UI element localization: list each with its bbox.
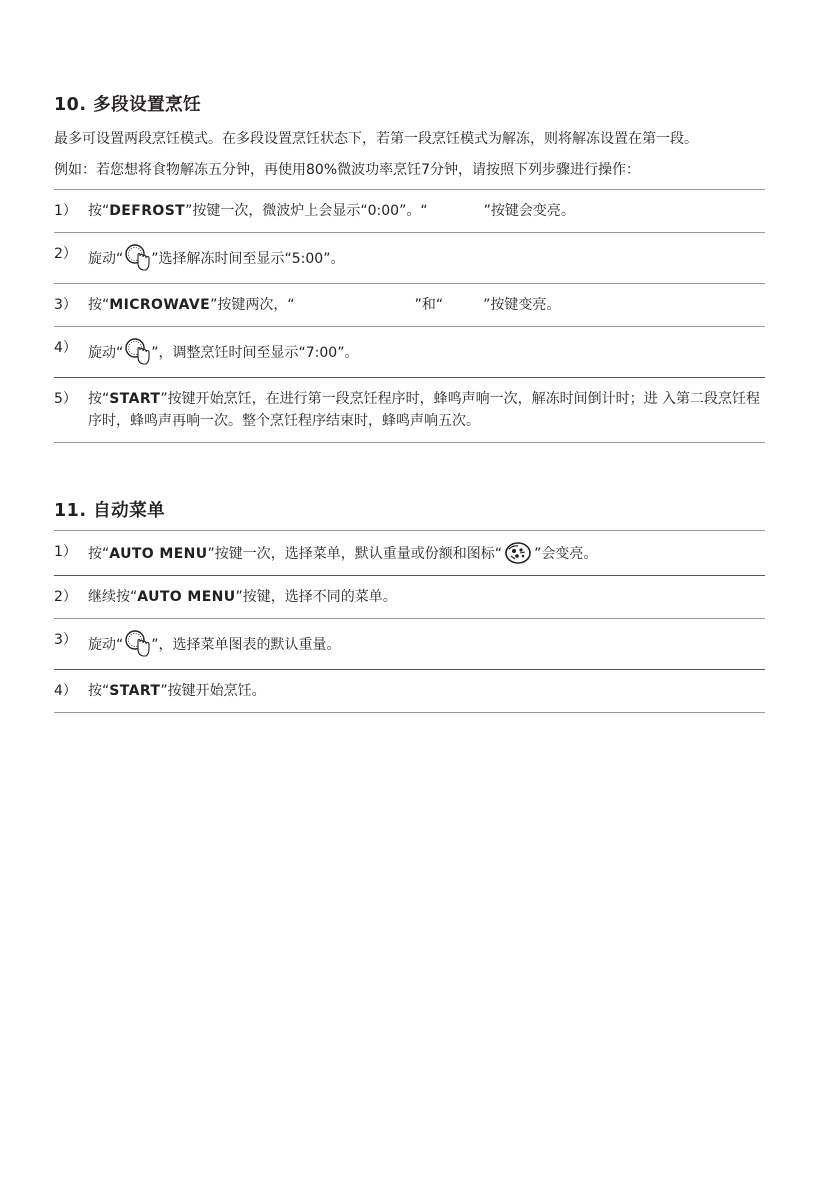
step-text-part: ”按键会变亮。 — [483, 203, 575, 219]
step-text — [88, 531, 765, 575]
step-text-part: 旋动“ — [88, 637, 124, 653]
start-key-label: START — [109, 683, 161, 699]
step-text-part: 旋动“ — [88, 251, 124, 267]
step-text-part: 按“ — [88, 297, 110, 313]
step-10-3 — [54, 284, 765, 327]
rotary-knob-hand-icon — [122, 243, 152, 273]
step-text-part: 按“ — [88, 391, 110, 407]
rotary-knob-hand-icon — [122, 629, 152, 659]
section-10-intro: 最多可设置两段烹饪模式。在多段设置烹饪状态下，若第一段烹饪模式为解冻，则将解冻设置在第一段。 — [54, 131, 698, 147]
step-text-part: ”按键，选择不同的菜单。 — [235, 589, 397, 605]
step-text — [88, 576, 765, 618]
step-10-2 — [54, 233, 765, 284]
step-text-part: ”和“ — [414, 297, 444, 313]
step-text-part: 旋动“ — [88, 345, 124, 361]
step-text-part: 按“ — [88, 546, 110, 562]
step-text-part: ”按键两次，“ — [210, 297, 295, 313]
step-11-4 — [54, 670, 765, 713]
step-text — [88, 190, 765, 232]
step-number: 2） — [54, 589, 77, 605]
section-11-steps — [54, 531, 765, 713]
step-number: 5） — [54, 391, 77, 407]
start-key-label: START — [109, 391, 161, 407]
step-text — [88, 284, 765, 326]
step-number: 3） — [54, 632, 77, 648]
step-text — [88, 619, 765, 669]
auto-menu-key-label: AUTO MENU — [109, 546, 208, 562]
step-10-1 — [54, 190, 765, 233]
step-text-part: ”按键开始烹饪。 — [160, 683, 266, 699]
step-text-part: ”按键开始烹饪，在进行第一段烹饪程序时，蜂鸣声响一次，解冻时间倒计时；进 入第二段烹饪程序时，蜂鸣声再响一次。整个烹饪程序结束时，蜂鸣声响五次。 — [88, 391, 761, 429]
section-10-example: 例如：若您想将食物解冻五分钟，再使用80%微波功率烹饪7分钟，请按照下列步骤进行操作： — [54, 159, 765, 190]
rotary-knob-hand-icon — [122, 337, 152, 367]
defrost-key-label: DEFROST — [109, 203, 186, 219]
step-11-3 — [54, 619, 765, 670]
step-text-part: ”，调整烹饪时间至显示“7:00”。 — [151, 345, 359, 361]
auto-menu-key-label: AUTO MENU — [137, 589, 236, 605]
step-number: 1） — [54, 544, 77, 560]
step-number: 1） — [54, 203, 77, 219]
step-text-part: ”会变亮。 — [534, 546, 598, 562]
step-text — [88, 378, 765, 442]
step-text-part: ”按键变亮。 — [483, 297, 561, 313]
step-text-part: ”，选择菜单图表的默认重量。 — [151, 637, 341, 653]
step-text-part: ”按键一次，微波炉上会显示“0:00”。“ — [185, 203, 428, 219]
section-multi-stage-cooking — [54, 90, 765, 443]
step-text-part: 继续按“ — [88, 589, 138, 605]
step-number: 4） — [54, 683, 77, 699]
section-auto-menu — [54, 496, 765, 713]
step-11-2 — [54, 576, 765, 619]
section-10-steps — [54, 190, 765, 443]
step-11-1 — [54, 531, 765, 576]
step-10-4 — [54, 327, 765, 378]
step-text — [88, 670, 765, 712]
step-text-part: ”选择解冻时间至显示“5:00”。 — [151, 251, 345, 267]
microwave-key-label: MICROWAVE — [109, 297, 211, 313]
step-number: 4） — [54, 340, 77, 356]
step-text-part: ”按键一次，选择菜单，默认重量或份额和图标“ — [207, 546, 503, 562]
step-text — [88, 327, 765, 377]
step-10-5 — [54, 378, 765, 443]
section-11-heading: 11. 自动菜单 — [54, 496, 765, 531]
section-10-heading: 10. 多段设置烹饪 — [54, 95, 202, 115]
step-text-part: 按“ — [88, 203, 110, 219]
step-number: 3） — [54, 297, 77, 313]
step-text — [88, 233, 765, 283]
pizza-menu-icon — [503, 541, 533, 565]
step-number: 2） — [54, 246, 77, 262]
step-text-part: 按“ — [88, 683, 110, 699]
